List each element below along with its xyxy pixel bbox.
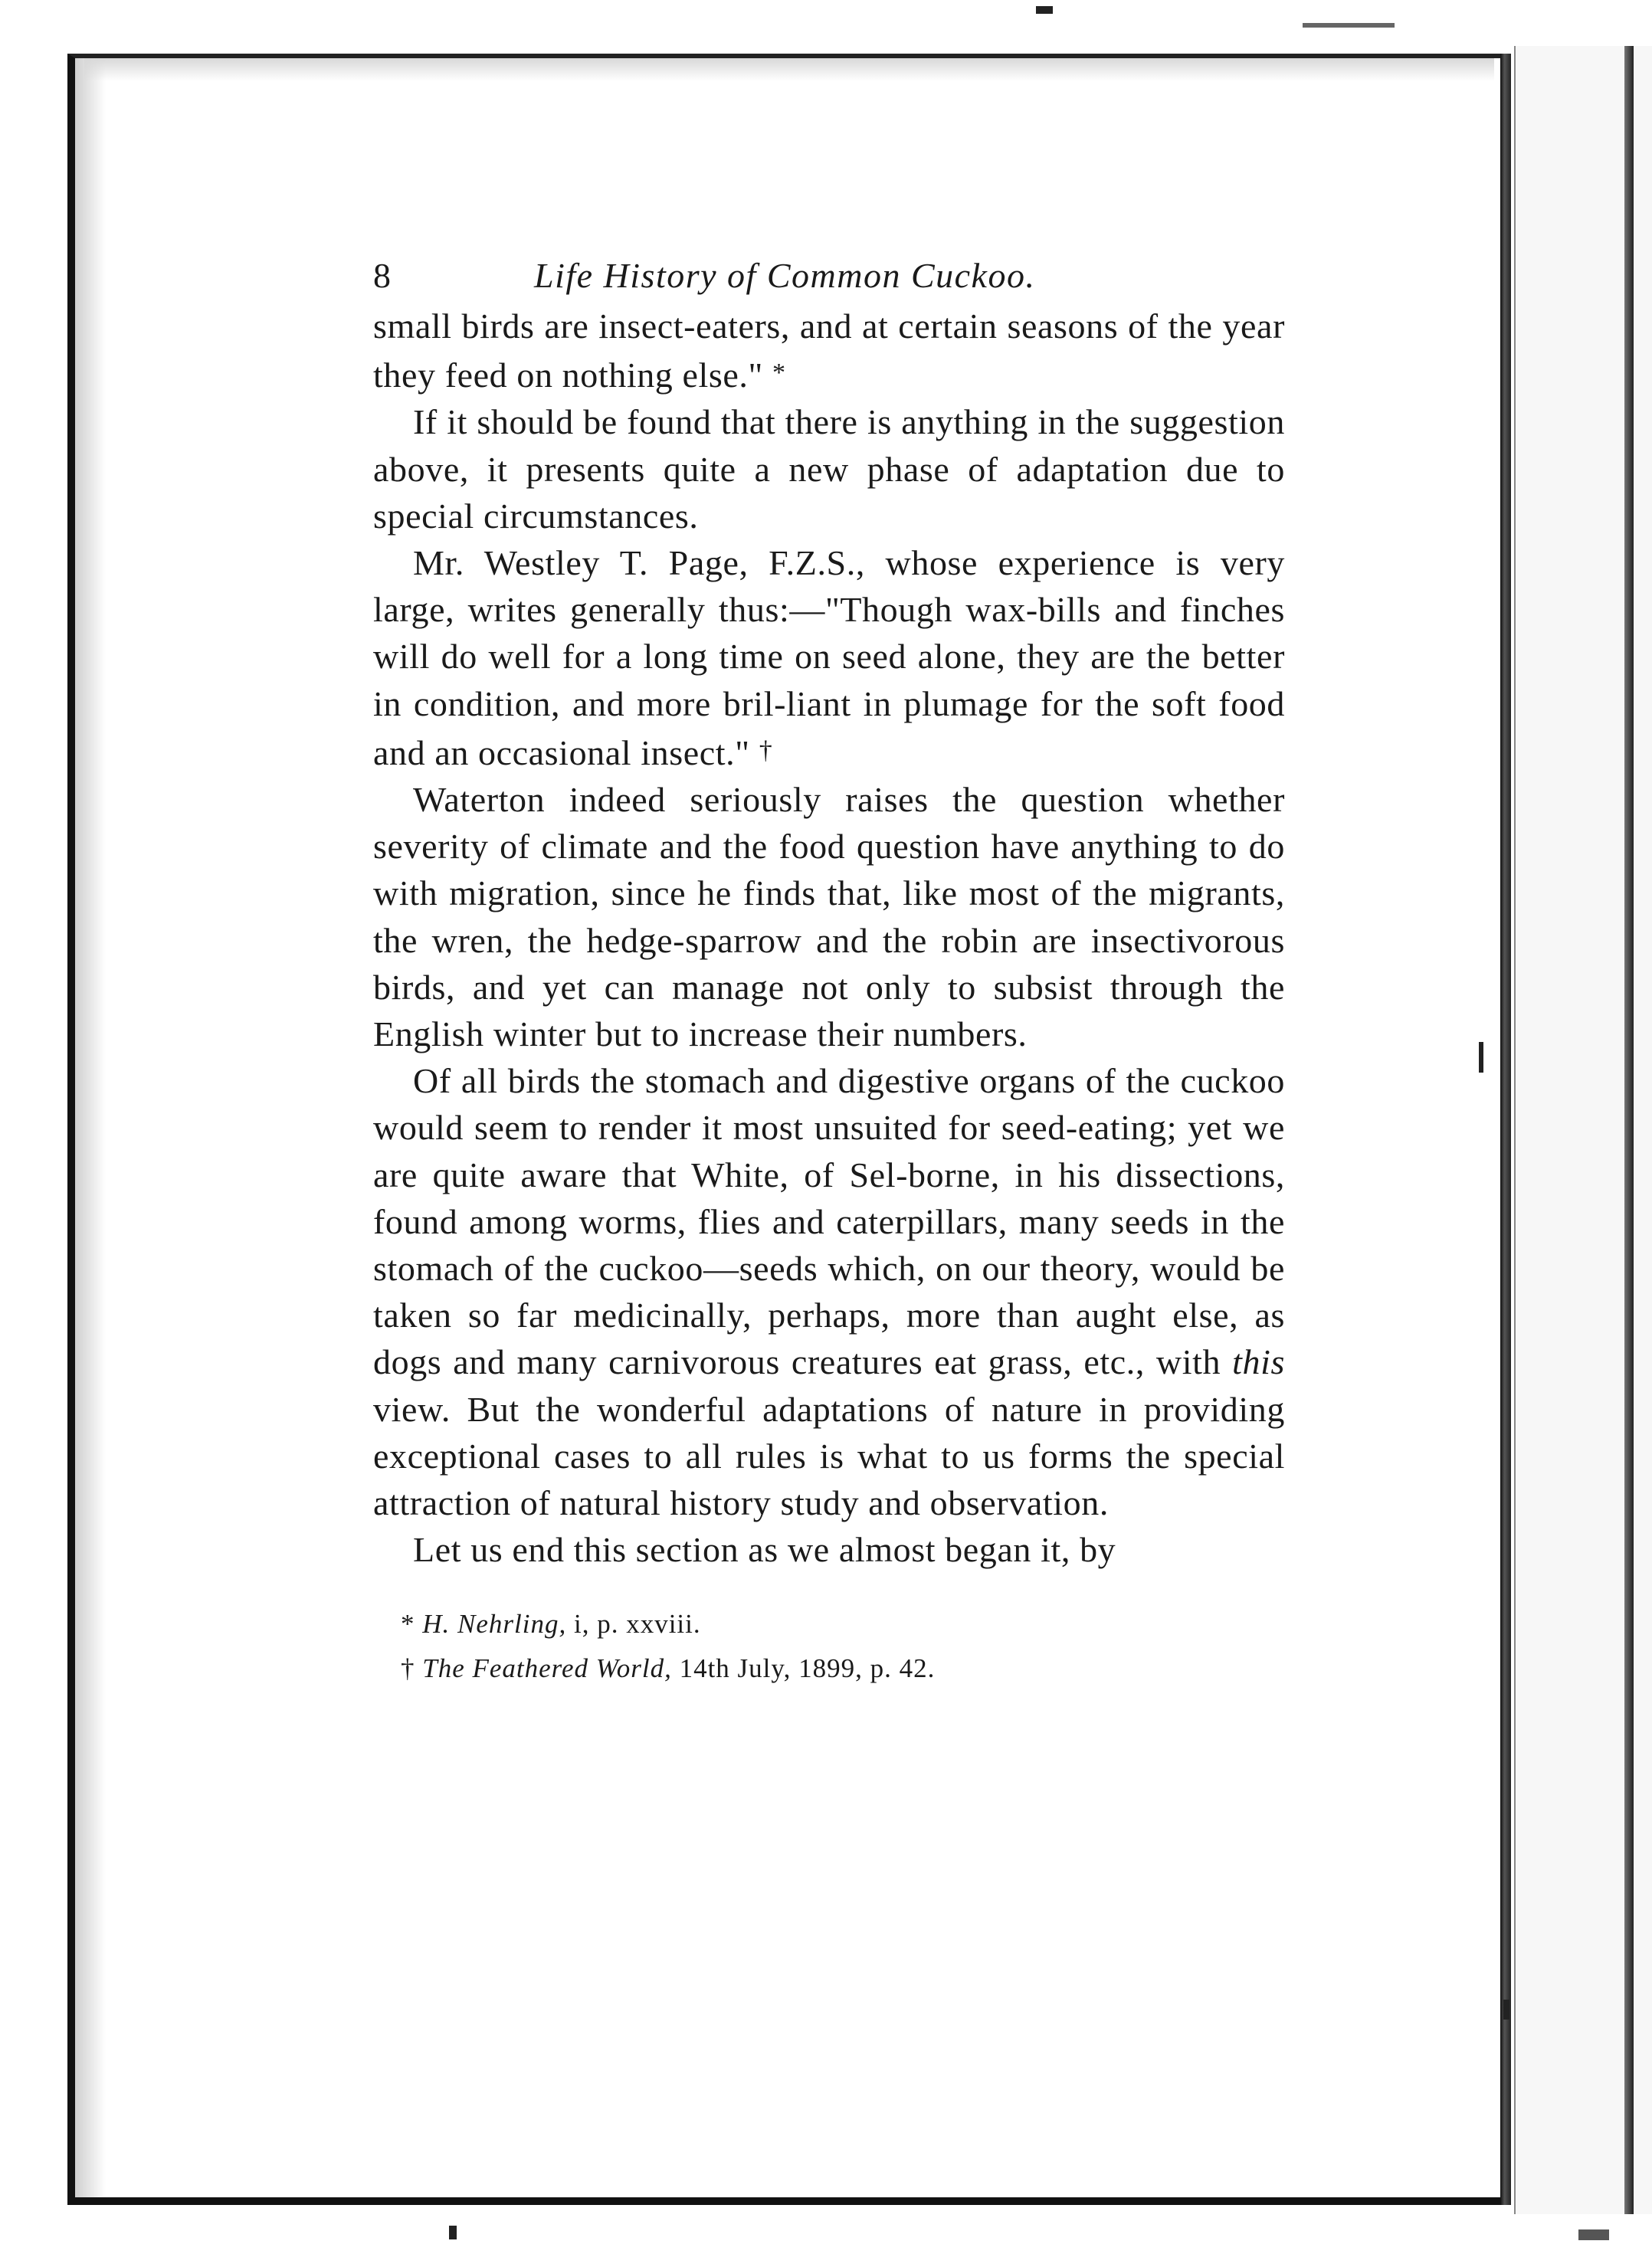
- footnote-2-mark: †: [401, 1653, 415, 1684]
- paragraph-1: [373, 303, 1285, 398]
- paragraph-5-text-before: Of all birds the stomach and digestive organs of the cuckoo would seem to render it most unsuited for seed-eating; yet we are quite aware that White, of Sel-borne, in his dissections, found among worms, flies and caterpillars, many seeds in the stomach of the cuckoo—seeds which, on our theory, would be taken so far medicinally, perhaps, more than aught else, as dogs and many carnivorous creatures eat grass, etc., with: [373, 1061, 1285, 1382]
- paragraph-4: [373, 776, 1285, 1057]
- running-title: Life History of Common Cuckoo.: [534, 256, 1036, 295]
- page-spine-edge: [1500, 54, 1511, 2205]
- paragraph-5-emphasis: this: [1232, 1342, 1285, 1382]
- paragraph-2: [373, 398, 1285, 539]
- footnote-ref-2: †: [759, 735, 773, 765]
- footnotes: [373, 1602, 1285, 1691]
- paragraph-4-text: Waterton indeed seriously raises the question whether severity of climate and the food question have anything to do with migration, since he finds that, like most of the migrants, the wren, the hedge-sparrow and the robin are insectivorous birds, and yet can manage not only to subsist through the English winter but to increase their numbers.: [373, 780, 1285, 1054]
- footnote-ref-1: *: [772, 359, 786, 388]
- paragraph-5-text-after: view. But the wonderful adaptations of nature in providing exceptional cases to all rules is what to us forms the special attraction of natural history study and observation.: [373, 1389, 1285, 1523]
- footnote-1: [401, 1602, 1285, 1646]
- footnote-2-citation: 14th July, 1899, p. 42.: [679, 1653, 936, 1684]
- page-number: 8: [373, 256, 392, 295]
- scan-speck: [1578, 2229, 1609, 2240]
- scan-speck: [1036, 6, 1053, 14]
- adjacent-page-edge: [1624, 46, 1634, 2214]
- footnote-2: [401, 1646, 1285, 1691]
- scan-speck: [1479, 1042, 1483, 1073]
- paragraph-6-text: Let us end this section as we almost began it, by: [413, 1530, 1116, 1570]
- paragraph-2-text: If it should be found that there is anything in the suggestion above, it presents quite a new phase of adaptation due to special circumstances.: [373, 402, 1285, 536]
- footnote-1-mark: *: [401, 1609, 415, 1640]
- paragraph-6: [373, 1526, 1285, 1573]
- scan-speck: [1303, 23, 1395, 28]
- footnote-1-source: H. Nehrling,: [422, 1609, 567, 1640]
- body-text: [373, 303, 1285, 1573]
- paragraph-5: [373, 1057, 1285, 1526]
- running-head: [373, 249, 1285, 303]
- scan-speck: [1503, 2000, 1509, 2020]
- paragraph-3: [373, 539, 1285, 776]
- footnote-2-source: The Feathered World,: [422, 1653, 672, 1684]
- book-page: [373, 249, 1285, 1691]
- paragraph-1-text: small birds are insect-eaters, and at certain seasons of the year they feed on nothing else.": [373, 306, 1285, 395]
- paragraph-3-text: Mr. Westley T. Page, F.Z.S., whose experience is very large, writes generally thus:—"Though wax-bills and finches will do well for a long time on seed alone, they are the better in condition, and more bril-liant in plumage for the soft food and an occasional insect.": [373, 543, 1285, 772]
- scan-speck: [449, 2226, 457, 2239]
- footnote-1-citation: i, p. xxviii.: [573, 1609, 701, 1640]
